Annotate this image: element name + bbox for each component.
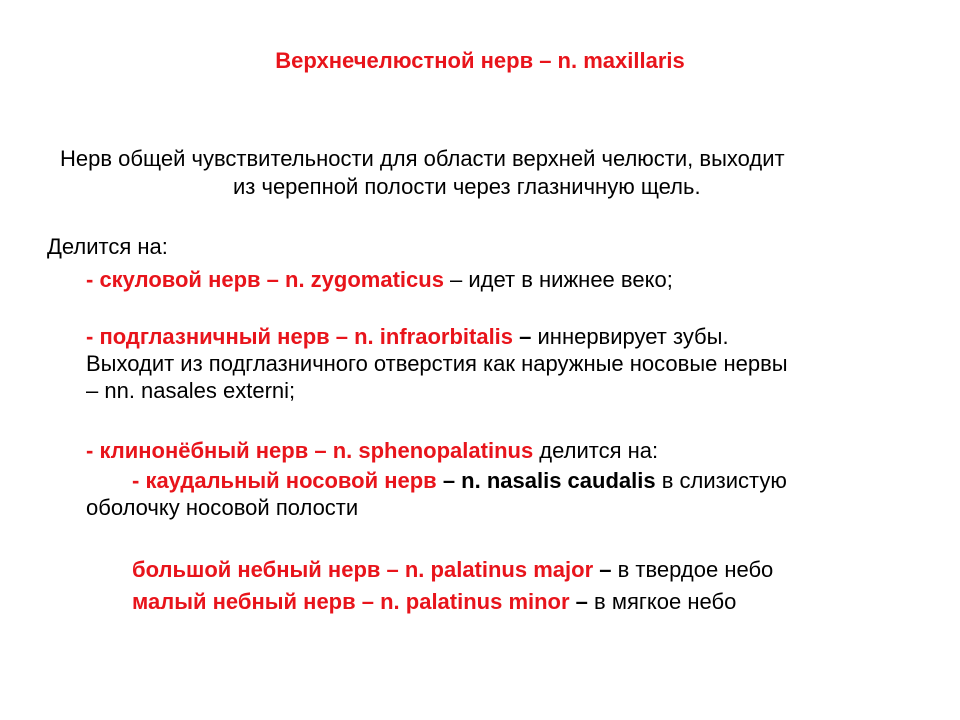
infraorbitalis-name: - подглазничный нерв – n. infraorbitalis (86, 324, 514, 349)
infraorbitalis-description: иннервирует зубы. (531, 324, 729, 349)
nasalis-line-2: оболочку носовой полости (86, 495, 359, 520)
zygomaticus-description: – идет в нижнее веко; (443, 267, 673, 292)
palatinus-minor-item (132, 588, 736, 615)
divides-label: Делится на: (47, 234, 168, 259)
nasalis-description: в слизистую (655, 468, 787, 493)
infraorbitalis-item (86, 323, 729, 350)
palatinus-minor-dash: – (569, 589, 588, 614)
sphenopalatinus-description: делится на: (533, 438, 659, 463)
palatinus-minor-description: в мягкое небо (587, 589, 737, 614)
nasalis-item (132, 467, 787, 494)
palatinus-major-dash: – (593, 557, 612, 582)
infraorbitalis-dash: – (513, 324, 532, 349)
intro-line-1: Нерв общей чувствительности для области верхней челюсти, выходит (60, 146, 785, 171)
zygomaticus-name: - скуловой нерв – n. zygomaticus (86, 267, 444, 292)
infraorbitalis-line-3: – nn. nasales externi; (86, 378, 296, 403)
slide-title: Верхнечелюстной нерв – n. maxillaris (275, 48, 685, 73)
infraorbitalis-line-2: Выходит из подглазничного отверстия как наружные носовые нервы (86, 351, 788, 376)
sphenopalatinus-name: - клинонёбный нерв – n. sphenopalatinus (86, 438, 534, 463)
nasalis-latin: – n. nasalis caudalis (436, 468, 656, 493)
intro-line-2: из черепной полости через глазничную щель. (233, 174, 701, 199)
palatinus-major-description: в твердое небо (611, 557, 774, 582)
nasalis-name: - каудальный носовой нерв (132, 468, 437, 493)
sphenopalatinus-item (86, 437, 658, 464)
palatinus-major-item (132, 556, 773, 583)
zygomaticus-item (86, 266, 673, 293)
palatinus-minor-name: малый небный нерв – n. palatinus minor (132, 589, 570, 614)
palatinus-major-name: большой небный нерв – n. palatinus major (132, 557, 594, 582)
